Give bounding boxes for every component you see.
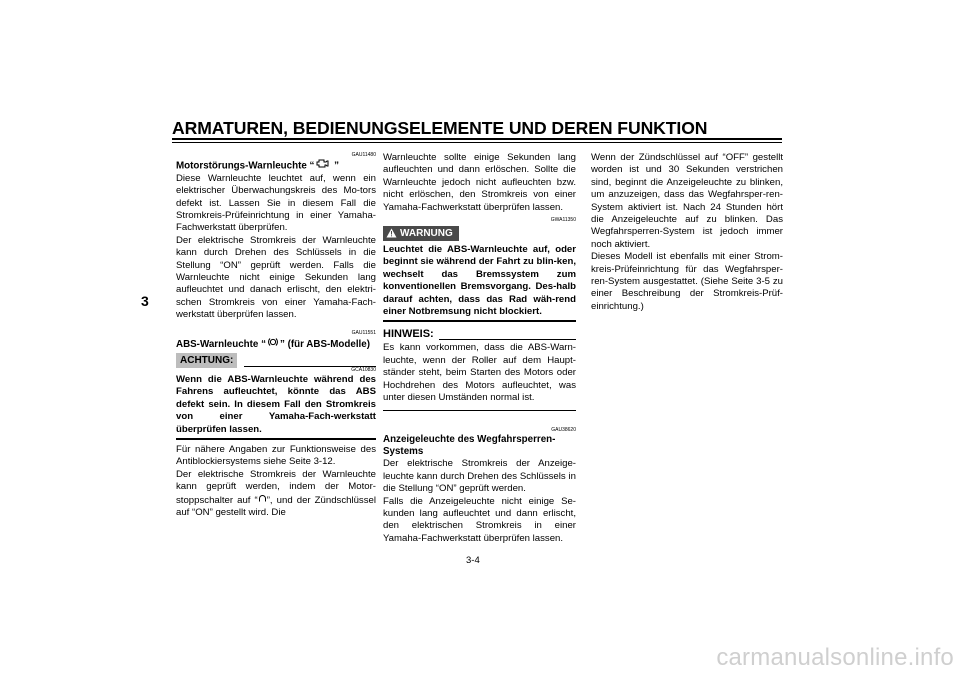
section-code: GAU38620 xyxy=(551,426,576,433)
warning-icon xyxy=(386,228,397,243)
watermark: carmanualsonline.info xyxy=(716,644,954,671)
abs-icon xyxy=(268,337,278,351)
engine-stop-switch-icon xyxy=(258,494,267,507)
paragraph: Warnleuchte sollte einige Sekunden lang aufleuchten und dann erlöschen. Sollte die Warnleuchte jedoch nicht aufleuchten bzw. nicht erlöschen, den Stromkreis von einer Yamaha-Fachwerkstatt überprüfen lassen. xyxy=(383,152,576,213)
section-heading-immobilizer: Anzeigeleuchte des Wegfahrsperren-Systems xyxy=(383,433,556,457)
paragraph: Für nähere Angaben zur Funktionsweise des Antiblockiersystems siehe Seite 3-12. xyxy=(176,444,376,468)
paragraph: Falls die Anzeigeleuchte nicht einige Se-kunden lang aufleuchtet und dann erlischt, den elektrischen Stromkreis in einer Yamaha-Fachwerkstatt überprüfen lassen. xyxy=(383,495,576,544)
section-code: GWA11350 xyxy=(550,217,576,224)
paragraph: Der elektrische Stromkreis der Warnleuchte kann durch Drehen des Schlüssels in die Stellung “ON” geprüft werden. Falls die Warnleuchte nicht einige Sekunden lang aufleuchtet und danach erlischt, den elektri-schen Stromkreis von einer Yamaha-Fach-werkstatt überprüfen lassen. xyxy=(176,234,376,321)
note-text: Es kann vorkommen, dass die ABS-Warn-leuchte, wenn der Roller auf dem Haupt-ständer steht, beim Starten des Motors oder Hochdrehen des Motors aufleuchtet, was unter diesen Umständen normal ist. xyxy=(383,342,576,404)
caution-header xyxy=(176,353,376,371)
section-heading-engine-warning: Motorstörungs-Warnleuchte “ ” xyxy=(176,160,340,172)
column-middle xyxy=(383,152,576,545)
section-code: GCA10830 xyxy=(351,366,376,373)
paragraph: Wenn der Zündschlüssel auf “OFF” gestellt worden ist und 30 Sekunden verstrichen sind, beginnt die Anzeigeleuchte zu blinken, um anzuzeigen, dass das Wegfahrsper-ren-System aktiviert ist. Nach 24 Stunden hört die Anzeigeleuchte auf zu blinken. Das Wegfahrsperren-System ist jedoch immer noch aktiviert. xyxy=(591,152,783,250)
column-right xyxy=(591,152,783,313)
caution-rule xyxy=(176,438,376,440)
caution-badge: ACHTUNG: xyxy=(176,353,237,368)
note-label: HINWEIS: xyxy=(383,328,434,341)
page-number: 3-4 xyxy=(466,555,480,566)
paragraph: Diese Warnleuchte leuchtet auf, wenn ein elektrischer Überwachungskreis des Mo-tors defekt ist. Lassen Sie in diesem Fall die Stromkreis-Prüfeinrichtung in einer Yamaha-Fachwerkstatt überprüfen. xyxy=(176,172,376,234)
paragraph: Dieses Modell ist ebenfalls mit einer Strom-kreis-Prüfeinrichtung für das Wegfahrsper-ren-System ausgestattet. (Siehe Seite 3-5 zu einer Beschreibung der Stromkreis-Prüf-einrichtung.) xyxy=(591,251,783,312)
note-header xyxy=(383,328,576,342)
section-code: GAU11480 xyxy=(351,152,376,158)
column-left xyxy=(176,152,376,520)
page-title: ARMATUREN, BEDIENUNGSELEMENTE UND DEREN FUNKTION xyxy=(172,118,708,138)
header-rule xyxy=(172,138,782,140)
engine-icon xyxy=(316,159,329,172)
paragraph: Der elektrische Stromkreis der Anzeige-leuchte kann durch Drehen des Schlüssels in die Stellung “ON” geprüft werden. xyxy=(383,458,576,495)
section-code: GAU11551 xyxy=(351,329,376,336)
section-heading-abs-warning: ABS-Warnleuchte “ ” (für ABS-Modelle) xyxy=(176,338,370,350)
header-rule-thin xyxy=(172,142,782,143)
note-rule xyxy=(383,410,576,411)
warning-badge: WARNUNG xyxy=(383,226,459,241)
warning-text: Leuchtet die ABS-Warnleuchte auf, oder beginnt sie während der Fahrt zu blin-ken, wechselt das Bremssystem zum konventionellen Bremsvorgang. Des-halb darauf achten, dass das Rad wäh-rend einer Notbremsung nicht blockiert. xyxy=(383,244,576,318)
caution-text: Wenn die ABS-Warnleuchte während des Fahrens aufleuchtet, könnte das ABS defekt sein. In diesem Fall den Stromkreis von einer Yamaha-Fach-werkstatt überprüfen lassen. xyxy=(176,373,376,435)
paragraph: Der elektrische Stromkreis der Warnleuchte kann geprüft werden, indem der Motor-stoppschalter auf “ ”, und der Zündschlüssel auf “ON” gestellt wird. Die xyxy=(176,468,376,519)
chapter-number: 3 xyxy=(141,293,149,309)
warning-rule xyxy=(383,320,576,322)
